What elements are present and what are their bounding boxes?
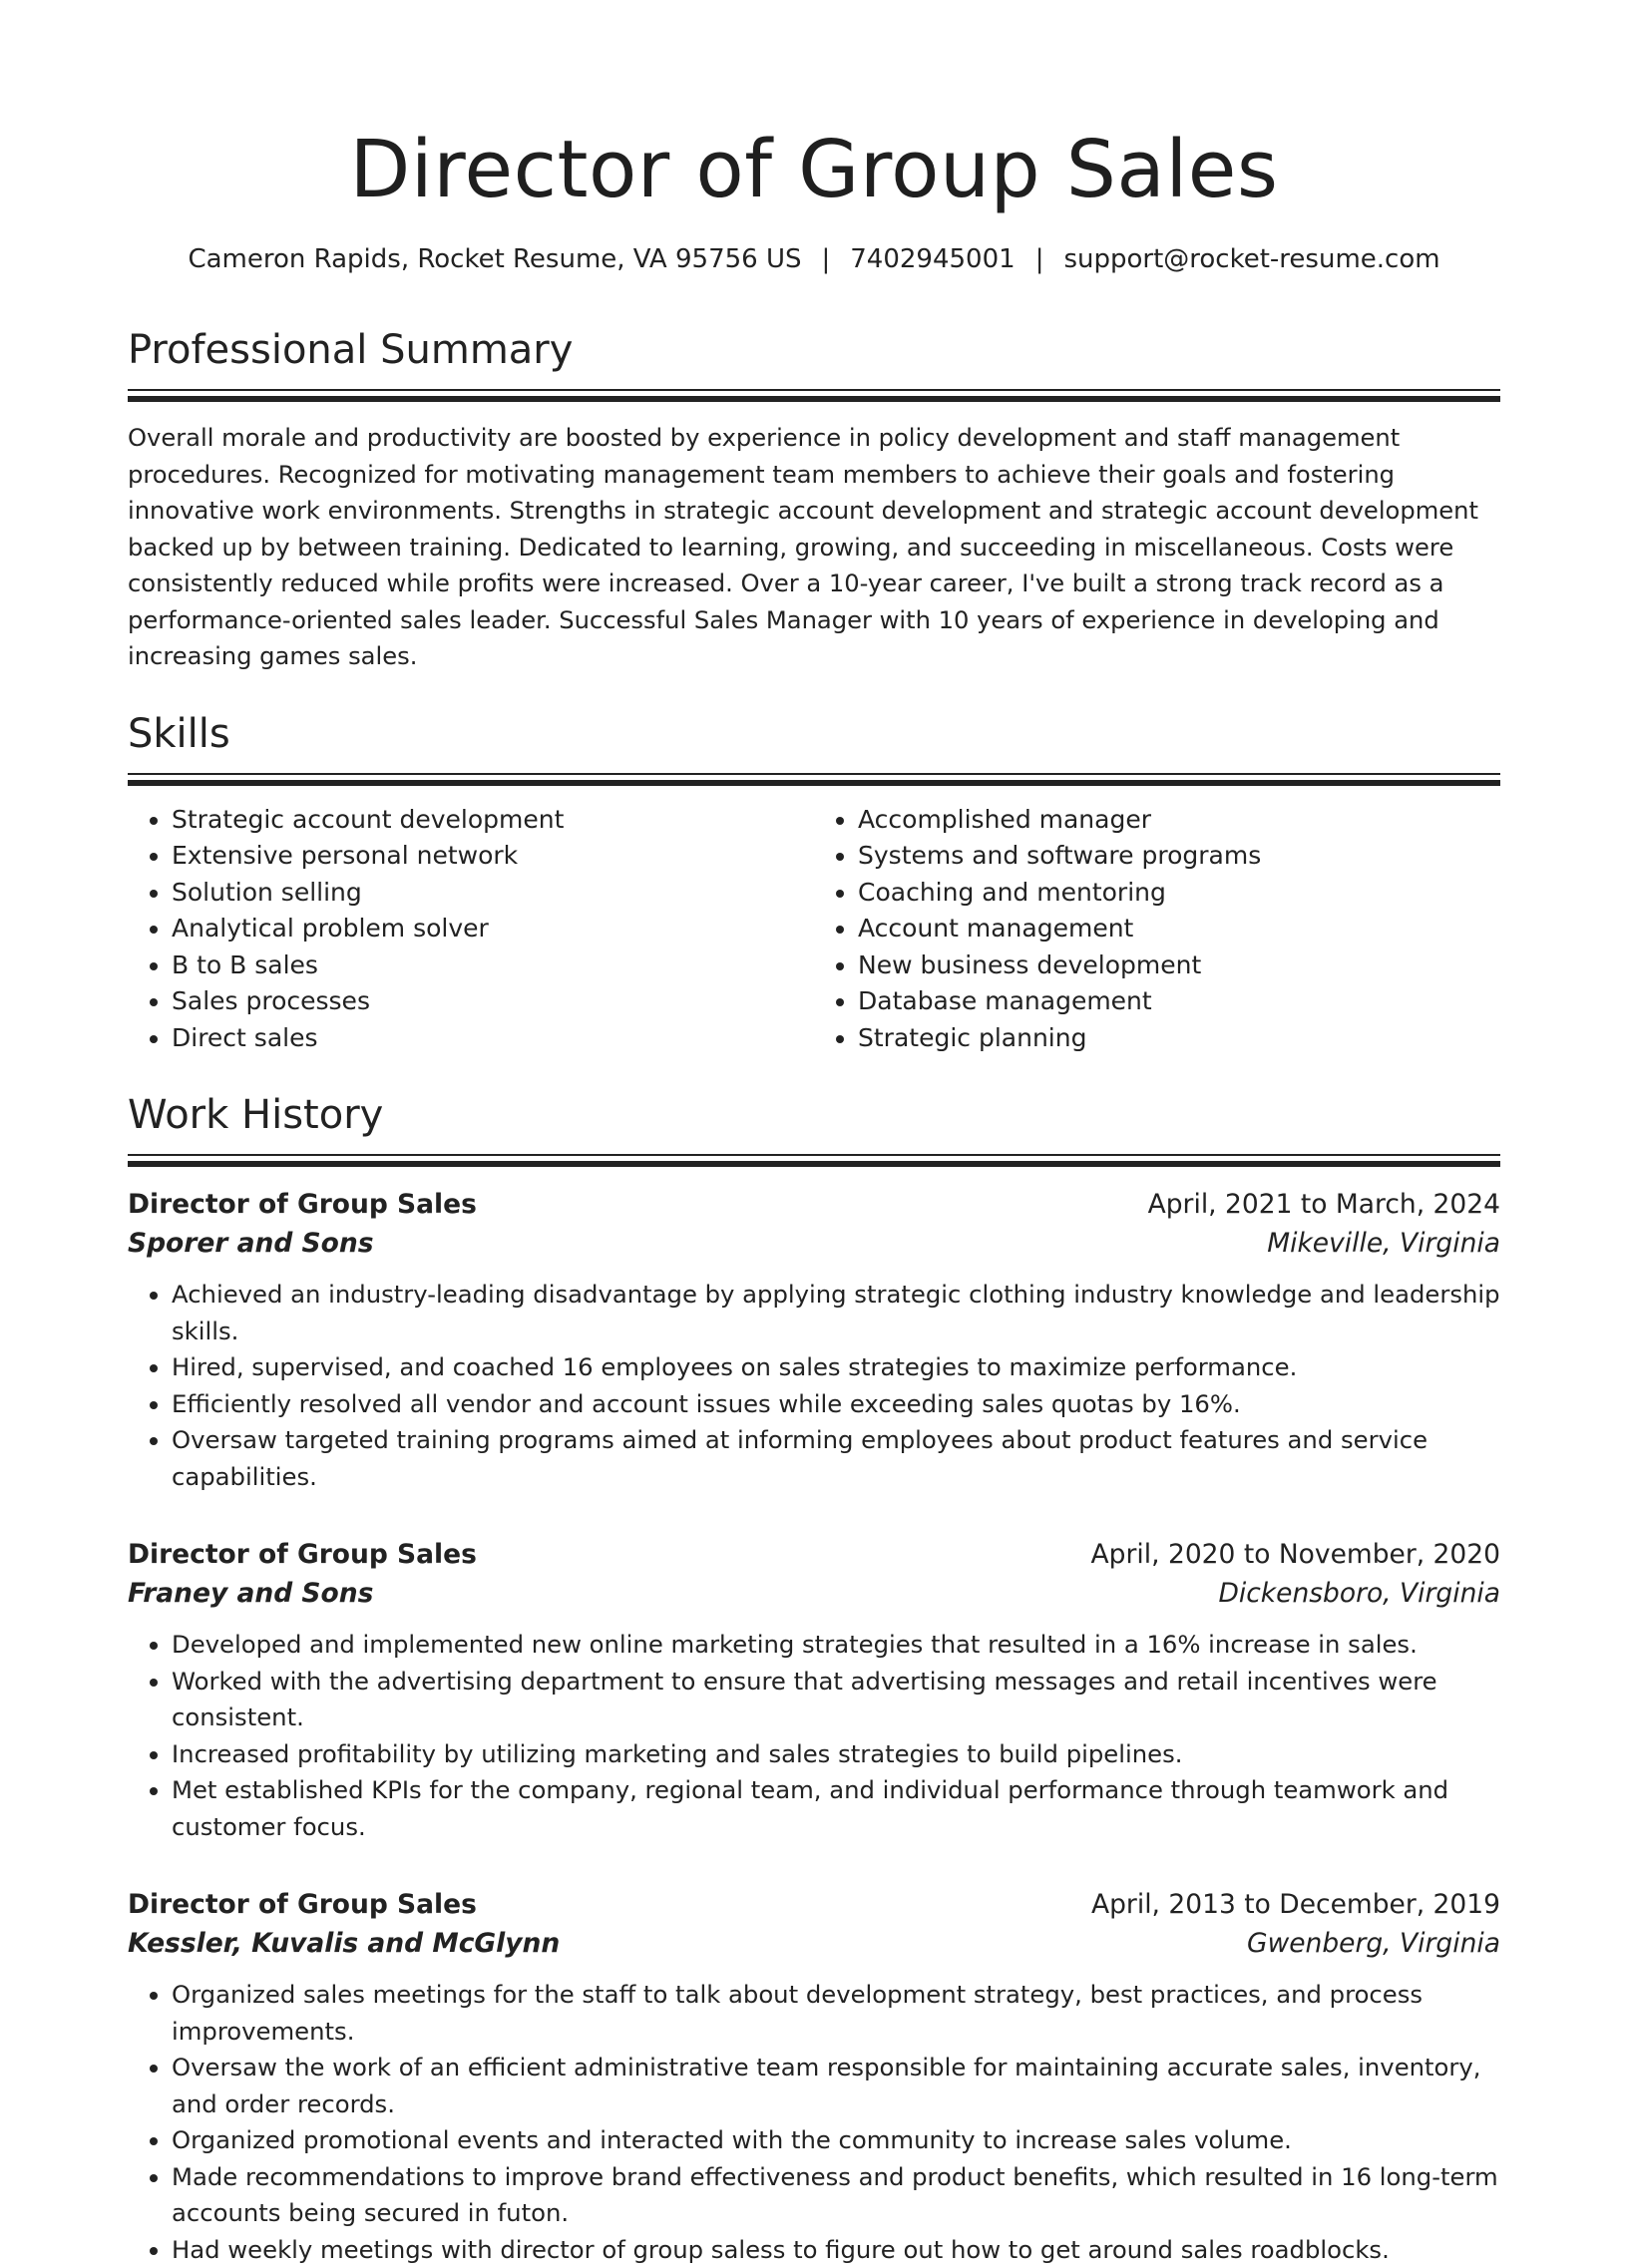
job-bullets bbox=[128, 1277, 1500, 1495]
job-dates: April, 2020 to November, 2020 bbox=[1091, 1535, 1500, 1574]
skill-item: • Systems and software programs bbox=[858, 838, 1500, 875]
skill-item: • Coaching and mentoring bbox=[858, 875, 1500, 912]
job-bullet: • Developed and implemented new online marketing strategies that resulted in a 16% increase in sales. bbox=[172, 1627, 1500, 1664]
job-bullet: • Oversaw the work of an efficient administrative team responsible for maintaining accurate sales, inventory, and order records. bbox=[172, 2050, 1500, 2122]
job-bullets bbox=[128, 1627, 1500, 1845]
job-bullet: • Increased profitability by utilizing marketing and sales strategies to build pipelines. bbox=[172, 1736, 1500, 1773]
job-bullet: • Organized promotional events and interacted with the community to increase sales volume. bbox=[172, 2122, 1500, 2159]
skill-item: • Database management bbox=[858, 983, 1500, 1020]
job-bullet: • Efficiently resolved all vendor and account issues while exceeding sales quotas by 16%. bbox=[172, 1386, 1500, 1423]
job-company-row bbox=[128, 1924, 1500, 1963]
contact-separator: | bbox=[1016, 241, 1064, 277]
job-bullet: • Organized sales meetings for the staff to talk about development strategy, best practices, and process improvements. bbox=[172, 1977, 1500, 2050]
job-entry bbox=[128, 1535, 1500, 1845]
job-location: Mikeville, Virginia bbox=[1267, 1224, 1500, 1263]
skill-item: • Account management bbox=[858, 911, 1500, 947]
skill-item: • Sales processes bbox=[172, 983, 814, 1020]
job-bullet: • Oversaw targeted training programs aimed at informing employees about product features and service capabilities. bbox=[172, 1422, 1500, 1495]
job-bullet: • Made recommendations to improve brand effectiveness and product benefits, which resulted in 16 long-term accounts being secured in futon. bbox=[172, 2159, 1500, 2232]
job-bullets bbox=[128, 1977, 1500, 2268]
section-heading-summary: Professional Summary bbox=[128, 325, 1500, 375]
skill-item: • Strategic planning bbox=[858, 1020, 1500, 1057]
skill-item: • Solution selling bbox=[172, 875, 814, 912]
section-heading-work: Work History bbox=[128, 1090, 1500, 1140]
job-entry bbox=[128, 1185, 1500, 1495]
skill-item: • New business development bbox=[858, 947, 1500, 984]
contact-phone: 7402945001 bbox=[850, 244, 1015, 274]
job-dates: April, 2021 to March, 2024 bbox=[1148, 1185, 1500, 1224]
work-history-section bbox=[128, 1090, 1500, 2268]
skill-item: • Direct sales bbox=[172, 1020, 814, 1057]
professional-summary-section bbox=[128, 325, 1500, 675]
skill-item: • B to B sales bbox=[172, 947, 814, 984]
job-title: Director of Group Sales bbox=[128, 1885, 477, 1924]
resume-title: Director of Group Sales bbox=[128, 0, 1500, 217]
section-heading-skills: Skills bbox=[128, 709, 1500, 759]
skills-columns bbox=[128, 802, 1500, 1057]
job-header-row bbox=[128, 1185, 1500, 1224]
job-bullet: • Had weekly meetings with director of group saless to figure out how to get around sales roadblocks. bbox=[172, 2232, 1500, 2268]
contact-line bbox=[128, 241, 1500, 277]
job-company: Sporer and Sons bbox=[128, 1224, 373, 1263]
job-bullet: • Achieved an industry-leading disadvantage by applying strategic clothing industry knowledge and leadership skills. bbox=[172, 1277, 1500, 1349]
job-company: Franey and Sons bbox=[128, 1574, 373, 1613]
job-location: Gwenberg, Virginia bbox=[1247, 1924, 1500, 1963]
job-entry bbox=[128, 1885, 1500, 2268]
job-company: Kessler, Kuvalis and McGlynn bbox=[128, 1924, 560, 1963]
job-company-row bbox=[128, 1574, 1500, 1613]
skill-item: • Strategic account development bbox=[172, 802, 814, 839]
section-divider bbox=[128, 1154, 1500, 1167]
job-bullet: • Met established KPIs for the company, regional team, and individual performance through teamwork and customer focus. bbox=[172, 1772, 1500, 1845]
section-divider bbox=[128, 773, 1500, 786]
job-location: Dickensboro, Virginia bbox=[1218, 1574, 1500, 1613]
job-bullet: • Worked with the advertising department to ensure that advertising messages and retail incentives were consistent. bbox=[172, 1664, 1500, 1736]
job-header-row bbox=[128, 1535, 1500, 1574]
summary-text: Overall morale and productivity are boosted by experience in policy development and staff management procedures. Recognized for motivating management team members to achieve their goals and fostering innovative work environments. Strengths in strategic account development and strategic account development backed up by between training. Dedicated to learning, growing, and succeeding in miscellaneous. Costs were consistently reduced while profits were increased. Over a 10-year career, I've built a strong track record as a performance-oriented sales leader. Successful Sales Manager with 10 years of experience in developing and increasing games sales. bbox=[128, 420, 1500, 675]
job-header-row bbox=[128, 1885, 1500, 1924]
skill-item: • Extensive personal network bbox=[172, 838, 814, 875]
job-dates: April, 2013 to December, 2019 bbox=[1091, 1885, 1500, 1924]
job-bullet: • Hired, supervised, and coached 16 employees on sales strategies to maximize performance. bbox=[172, 1349, 1500, 1386]
skills-list-left bbox=[128, 802, 814, 1057]
contact-address: Cameron Rapids, Rocket Resume, VA 95756 US bbox=[188, 244, 801, 274]
section-divider bbox=[128, 389, 1500, 402]
skill-item: • Analytical problem solver bbox=[172, 911, 814, 947]
job-company-row bbox=[128, 1224, 1500, 1263]
contact-separator: | bbox=[802, 241, 851, 277]
skill-item: • Accomplished manager bbox=[858, 802, 1500, 839]
job-title: Director of Group Sales bbox=[128, 1535, 477, 1574]
skills-section bbox=[128, 709, 1500, 1057]
contact-email: support@rocket-resume.com bbox=[1063, 244, 1439, 274]
skills-list-right bbox=[814, 802, 1500, 1057]
job-title: Director of Group Sales bbox=[128, 1185, 477, 1224]
